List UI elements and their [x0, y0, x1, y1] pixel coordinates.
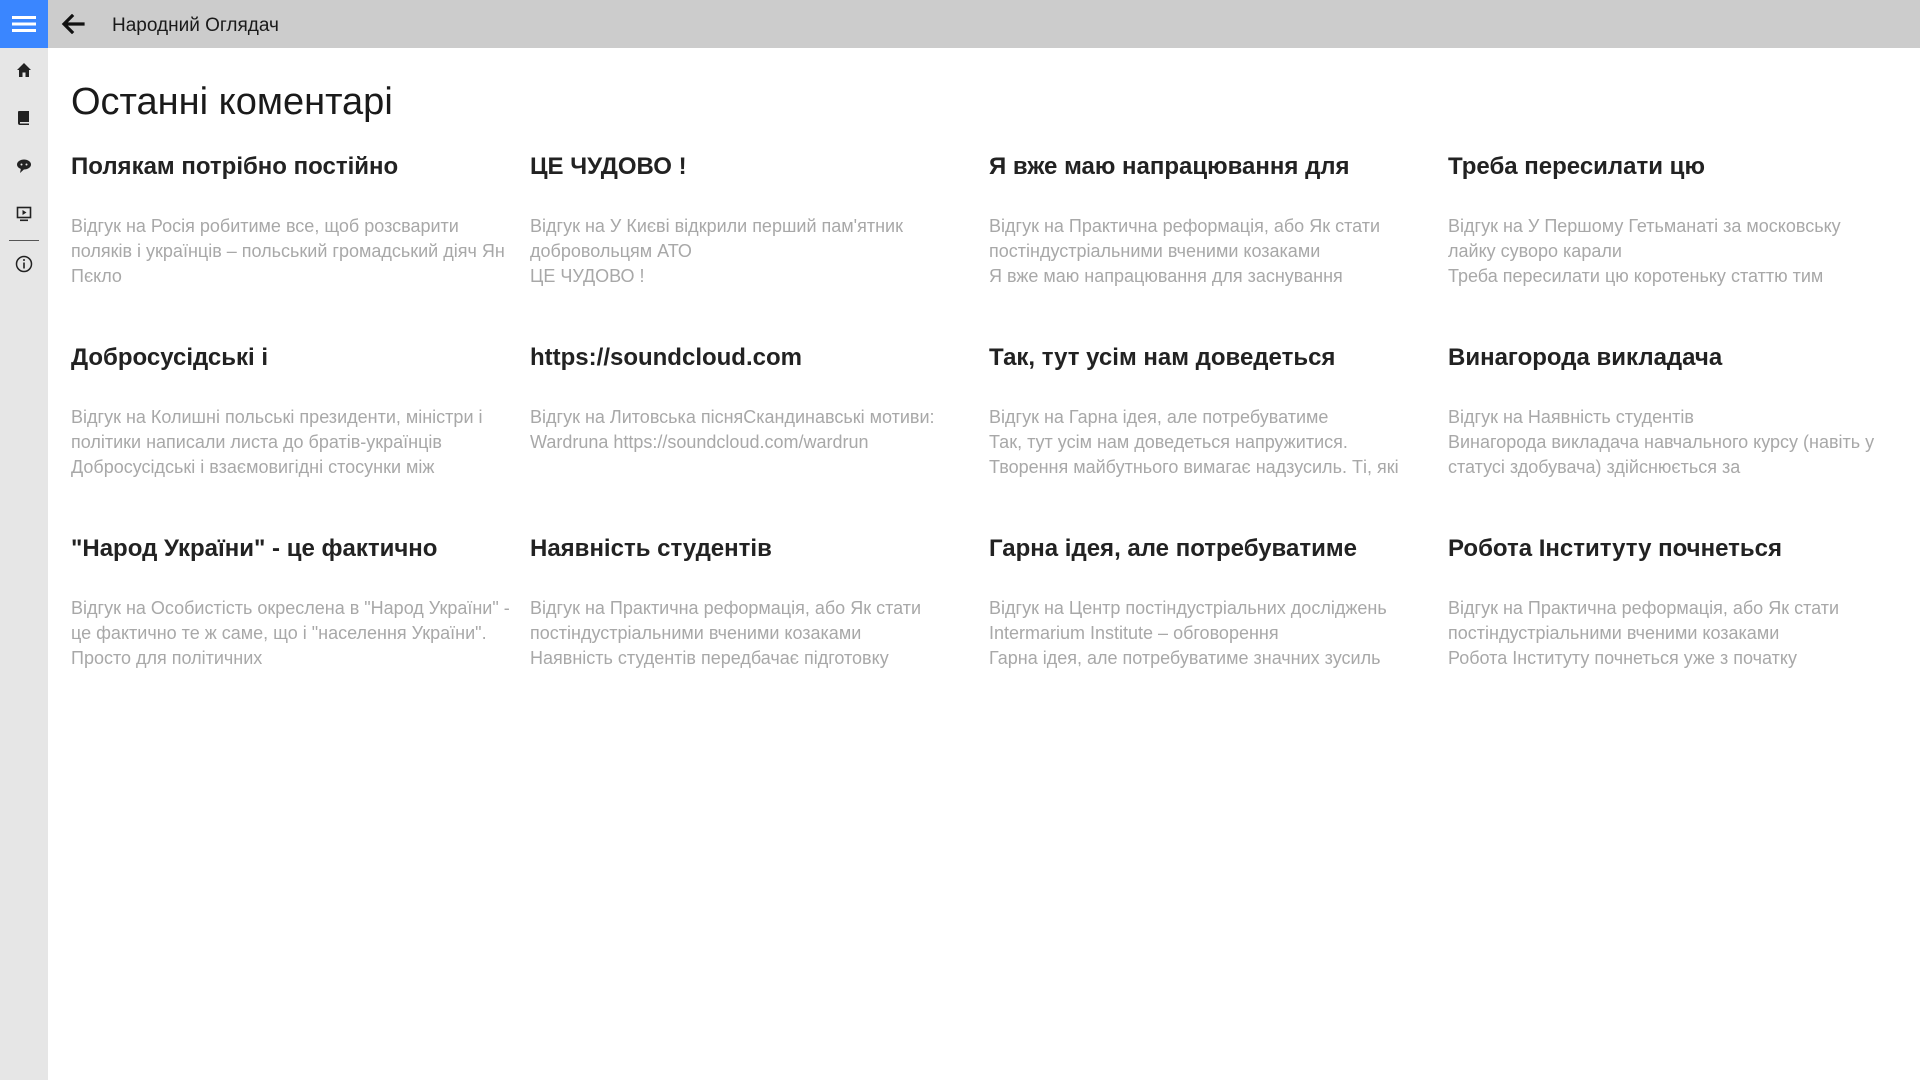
back-button[interactable]: [48, 0, 98, 48]
comment-card[interactable]: [71, 339, 530, 530]
comment-icon: [16, 158, 32, 174]
comment-description: Відгук на Практична реформація, або Як стати постіндустріальними вченими козаками Наявність студентів передбачає підготовку: [530, 597, 922, 668]
comment-card[interactable]: [71, 530, 530, 721]
sidebar-item-articles[interactable]: [0, 100, 48, 136]
comment-title: Добросусідські і: [71, 343, 269, 371]
comment-card[interactable]: [530, 148, 989, 339]
home-icon: [16, 62, 32, 78]
hamburger-menu-button[interactable]: [0, 0, 48, 48]
comment-description: Відгук на Гарна ідея, але потребуватиме Так, тут усім нам доведеться напружитися. Творення майбутнього вимагає надзусиль. Ті, які: [989, 406, 1399, 477]
comment-description: Відгук на Росія робитиме все, щоб розсварити поляків і українців – польський громадський діяч Ян Пєкло: [71, 215, 505, 286]
comment-description: Відгук на Практична реформація, або Як стати постіндустріальними вченими козаками Я вже маю напрацювання для заснування: [989, 215, 1381, 286]
book-icon: [17, 110, 31, 126]
comment-card[interactable]: [1448, 339, 1907, 530]
comment-title: Я вже маю напрацювання для: [989, 152, 1350, 180]
comment-title: Полякам потрібно постійно: [71, 152, 399, 180]
app-title: Народний Оглядач: [112, 15, 279, 36]
comment-description: Відгук на Особистість окреслена в "Народ України" - це фактично те ж саме, що і "населення України". Просто для політичних: [71, 597, 510, 668]
comment-description: Відгук на Практична реформація, або Як стати постіндустріальними вченими козаками Робота Інституту почнеться уже з початку: [1448, 597, 1840, 668]
comment-card[interactable]: [989, 530, 1448, 721]
page-title: Останні коментарі: [71, 81, 393, 123]
comment-description: Відгук на Литовська пісняСкандинавські мотиви: Wardruna https://soundcloud.com/wardrun: [530, 406, 935, 452]
comment-description: Відгук на Колишні польські президенти, міністри і політики написали листа до братів-українців Добросусідські і взаємовигідні стосунки між: [71, 406, 483, 477]
comment-card[interactable]: [1448, 148, 1907, 339]
arrow-left-icon: [61, 14, 85, 34]
comments-grid: [71, 148, 1901, 721]
sidebar-divider: [9, 240, 39, 241]
comment-title: Наявність студентів: [530, 534, 772, 562]
sidebar-item-comments[interactable]: [0, 148, 48, 184]
comment-card[interactable]: [989, 148, 1448, 339]
comment-card[interactable]: [530, 339, 989, 530]
comment-description: Відгук на Центр постіндустріальних досліджень Intermarium Institute – обговорення Гарна ідея, але потребуватиме значних зусиль: [989, 597, 1387, 668]
comment-title: Винагорода викладача: [1448, 343, 1723, 371]
comment-title: https://soundcloud.com: [530, 343, 802, 371]
comment-title: "Народ України" - це фактично: [71, 534, 438, 562]
menu-icon: [12, 15, 36, 33]
sidebar-item-presentation[interactable]: [0, 196, 48, 232]
comment-card[interactable]: [71, 148, 530, 339]
comment-description: Відгук на У Києві відкрили перший пам'ятник добровольцям АТО ЦЕ ЧУДОВО !: [530, 215, 903, 286]
info-icon: [15, 255, 33, 273]
comment-description: Відгук на Наявність студентів Винагорода викладача навчального курсу (навіть у статусі здобувача) здійснюється за: [1448, 406, 1875, 477]
main-content: [71, 48, 1901, 721]
presentation-icon: [16, 206, 32, 222]
top-bar: [48, 0, 1920, 48]
comment-card[interactable]: [989, 339, 1448, 530]
comment-card[interactable]: [1448, 530, 1907, 721]
comment-title: Треба пересилати цю: [1448, 152, 1705, 180]
comment-description: Відгук на У Першому Гетьманаті за московську лайку суворо карали Треба пересилати цю коротеньку статтю тим: [1448, 215, 1841, 286]
sidebar-item-about[interactable]: [0, 246, 48, 282]
sidebar: [0, 0, 48, 1080]
sidebar-item-home[interactable]: [0, 52, 48, 88]
comment-title: Робота Інституту почнеться: [1448, 534, 1782, 562]
comment-title: Так, тут усім нам доведеться: [989, 343, 1336, 371]
comment-card[interactable]: [530, 530, 989, 721]
comment-title: ЦЕ ЧУДОВО !: [530, 152, 687, 180]
comment-title: Гарна ідея, але потребуватиме: [989, 534, 1357, 562]
